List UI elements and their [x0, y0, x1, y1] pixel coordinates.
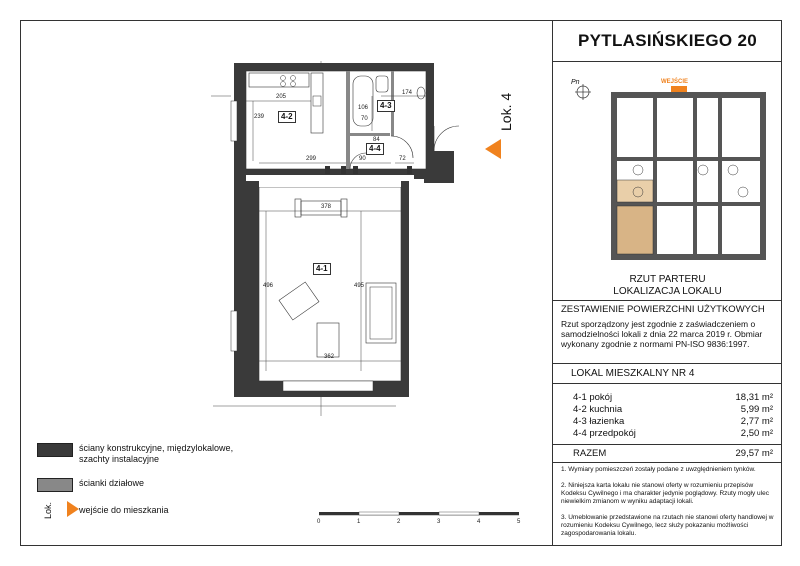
room-label-4-2: 4-2 — [278, 111, 296, 123]
room-row — [573, 428, 773, 439]
dim-label: 239 — [254, 114, 265, 120]
room-name: 4-4 przedpokój — [573, 428, 636, 439]
legend-walls-swatch — [37, 443, 73, 457]
scale-bar — [319, 512, 519, 515]
room-area: 2,77 m² — [740, 416, 773, 427]
highlighted-unit — [617, 206, 653, 254]
footnote-2: 2. Niniejsza karta lokalu nie stanowi oferty w rozumieniu przepisów Kodeksu Cywilnego i ma charakter jedynie poglądowy. Rzuty mogły ulec niewielkim zmianom w wyniku adaptacji lokali. — [561, 482, 769, 505]
legend-partitions-swatch — [37, 478, 73, 492]
dim-label: 299 — [306, 156, 317, 162]
total-label: RAZEM — [573, 448, 607, 459]
entrance-marker — [671, 86, 687, 92]
room-label-4-3: 4-3 — [377, 100, 395, 112]
room-area: 18,31 m² — [735, 392, 773, 403]
dim-label: 205 — [276, 94, 287, 100]
total-row — [573, 448, 773, 459]
divider — [553, 363, 782, 364]
dim-label: 84 — [373, 137, 380, 143]
dim-label: 174 — [402, 90, 413, 96]
dim-label: 72 — [399, 156, 406, 162]
address-title: PYTLASIŃSKIEGO 20 — [578, 31, 757, 50]
dim-label: 496 — [263, 283, 274, 289]
room-name: 4-3 łazienka — [573, 416, 625, 427]
scale-tick: 1 — [357, 519, 361, 525]
entrance-arrow — [485, 139, 501, 159]
plan-caption-2: LOKALIZACJA LOKALU — [613, 286, 722, 297]
dim-label: 378 — [321, 204, 332, 210]
plan-caption-1: RZUT PARTERU — [629, 274, 706, 285]
dim-label: 495 — [354, 283, 365, 289]
room-row — [573, 392, 773, 403]
location-plan — [553, 62, 782, 282]
dim-label: 362 — [324, 354, 335, 360]
floor-plan-area — [21, 21, 551, 545]
entrance-label: WEJŚCIE — [661, 79, 689, 85]
scale-tick: 0 — [317, 519, 321, 525]
legend-entrance-icon-label: Lok. — [43, 501, 53, 519]
divider — [553, 462, 782, 463]
summary-note: Rzut sporządzony jest zgodnie z zaświadczeniem o samodzielności lokali z dnia 22 marca 2019 r. Obmiar wykonany zgodnie z normami PN-ISO 9836:1997. — [561, 319, 763, 349]
footnote-1: 1. Wymiary pomieszczeń zostały podane z uwzględnieniem tynków. — [561, 466, 756, 473]
legend-walls — [37, 443, 259, 465]
divider — [553, 383, 782, 384]
legend-entrance-text: wejście do mieszkania — [79, 505, 169, 515]
scale-tick: 4 — [477, 519, 481, 525]
north-label: Pn — [571, 79, 580, 86]
unit-title: LOKAL MIESZKALNY NR 4 — [571, 368, 695, 379]
legend-entrance-arrow — [67, 501, 79, 517]
dim-label: 70 — [361, 116, 368, 122]
room-name: 4-2 kuchnia — [573, 404, 623, 415]
dim-label: 106 — [358, 105, 369, 111]
scale-tick: 5 — [517, 519, 521, 525]
north-arrow-icon — [575, 84, 591, 100]
info-panel — [552, 21, 782, 545]
room-row — [573, 404, 773, 415]
divider — [553, 444, 782, 445]
scale-tick: 2 — [397, 519, 401, 525]
highlighted-unit-upper — [617, 180, 653, 202]
footnote-3: 3. Umeblowanie przedstawione na rzutach nie stanowi oferty handlowej w rozumieniu Kodeksu Cywilnego, lecz służy pokazaniu możliwości zagospodarowania lokalu. — [561, 514, 774, 537]
room-name: 4-1 pokój — [573, 392, 613, 403]
plan-sheet — [20, 20, 782, 546]
scale-tick: 3 — [437, 519, 441, 525]
dim-label: 90 — [359, 156, 366, 162]
unit-marker-label: Lok. 4 — [498, 92, 514, 131]
divider — [553, 300, 782, 301]
room-label-4-1: 4-1 — [313, 263, 331, 275]
legend-partitions-text: ścianki działowe — [79, 478, 145, 488]
total-area: 29,57 m² — [735, 448, 773, 459]
room-area: 2,50 m² — [740, 428, 773, 439]
legend-partitions — [37, 478, 144, 492]
room-label-4-4: 4-4 — [366, 143, 384, 155]
legend-walls-text: ściany konstrukcyjne, międzylokalowe, szachty instalacyjne — [79, 443, 234, 464]
summary-heading: ZESTAWIENIE POWIERZCHNI UŻYTKOWYCH — [561, 304, 765, 315]
room-row — [573, 416, 773, 427]
room-area: 5,99 m² — [740, 404, 773, 415]
